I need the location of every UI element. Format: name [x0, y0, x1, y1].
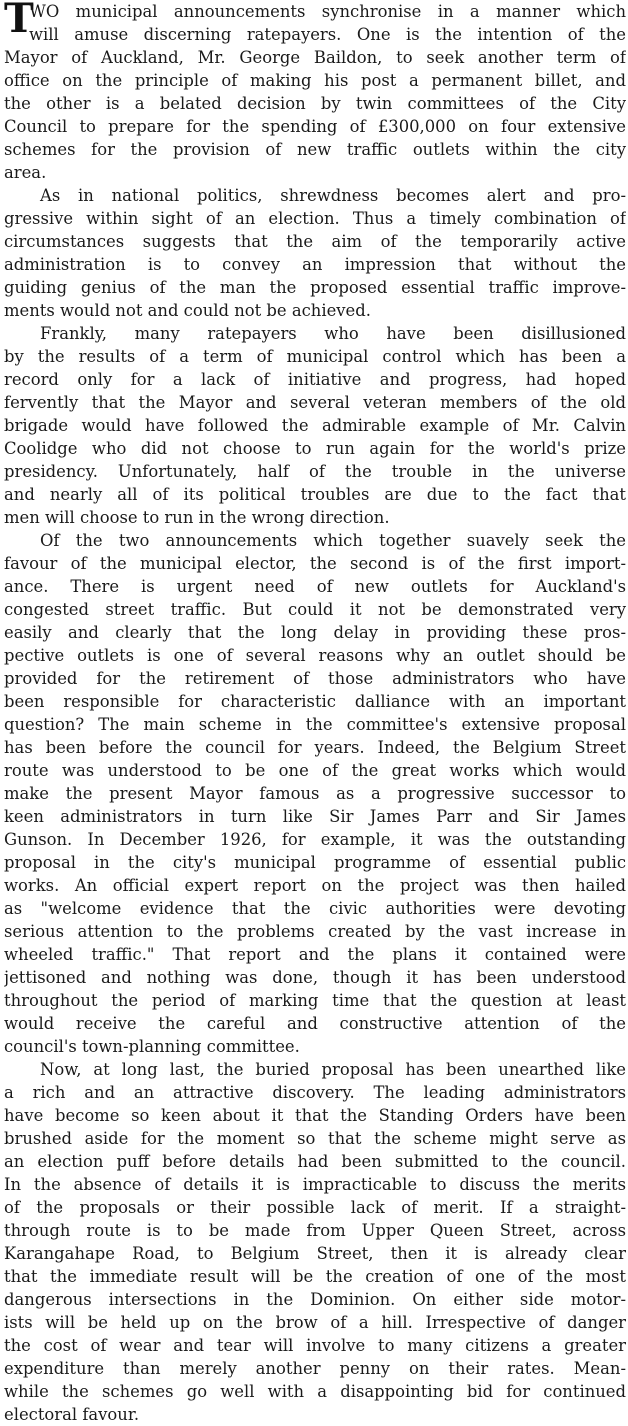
text-line: electoral favour. [4, 1405, 140, 1424]
text-line: pective outlets is one of several reasons why an outlet should be [4, 646, 626, 665]
text-line: Gunson. In December 1926, for example, it was the outstanding [4, 830, 626, 849]
article-body [4, 0, 626, 1426]
text-line: dangerous intersections in the Dominion. On either side motor- [4, 1290, 626, 1309]
text-line: Frankly, many ratepayers who have been disillusioned [40, 324, 626, 343]
paragraph-1 [4, 0, 626, 184]
text-line: question? The main scheme in the committee's extensive proposal [4, 715, 626, 734]
text-line: will amuse discerning ratepayers. One is the intention of the [29, 25, 626, 44]
paragraph-5 [4, 1058, 626, 1426]
text-line: circumstances suggests that the aim of the temporarily active [4, 232, 626, 251]
paragraph-4 [4, 529, 626, 1058]
text-line: by the results of a term of municipal control which has been a [4, 347, 626, 366]
text-line: a rich and an attractive discovery. The leading administrators [4, 1083, 626, 1102]
text-line: congested street traffic. But could it not be demonstrated very [4, 600, 626, 619]
text-line: schemes for the provision of new traffic outlets within the city [4, 140, 626, 159]
text-line: WO municipal announcements synchronise in a manner which [29, 2, 626, 21]
text-line: ists will be held up on the brow of a hill. Irrespective of danger [4, 1313, 626, 1332]
text-line: expenditure than merely another penny on their rates. Mean- [4, 1359, 626, 1378]
text-line: ments would not and could not be achieved. [4, 301, 371, 320]
text-line: while the schemes go well with a disappointing bid for continued [4, 1382, 626, 1401]
text-line: presidency. Unfortunately, half of the trouble in the universe [4, 462, 626, 481]
text-line: an election puff before details had been submitted to the council. [4, 1152, 626, 1171]
text-line: brigade would have followed the admirable example of Mr. Calvin [4, 416, 626, 435]
text-line: has been before the council for years. Indeed, the Belgium Street [4, 738, 626, 757]
text-line: council's town-planning committee. [4, 1037, 300, 1056]
text-line: office on the principle of making his post a permanent billet, and [4, 71, 626, 90]
text-line: In the absence of details it is impracticable to discuss the merits [4, 1175, 626, 1194]
text-line: been responsible for characteristic dalliance with an important [4, 692, 626, 711]
text-line: the other is a belated decision by twin committees of the City [4, 94, 626, 113]
text-line: proposal in the city's municipal programme of essential public [4, 853, 626, 872]
text-line: through route is to be made from Upper Queen Street, across [4, 1221, 626, 1240]
text-line: guiding genius of the man the proposed essential traffic improve- [4, 278, 626, 297]
text-line: works. An official expert report on the project was then hailed [4, 876, 626, 895]
text-line: as "welcome evidence that the civic authorities were devoting [4, 899, 626, 918]
text-line: gressive within sight of an election. Thus a timely combination of [4, 209, 626, 228]
drop-cap: T [4, 0, 34, 42]
text-line: record only for a lack of initiative and progress, had hoped [4, 370, 626, 389]
text-line: and nearly all of its political troubles are due to the fact that [4, 485, 626, 504]
text-line: As in national politics, shrewdness becomes alert and pro- [40, 186, 626, 205]
text-line: would receive the careful and constructive attention of the [4, 1014, 626, 1033]
text-line: Now, at long last, the buried proposal has been unearthed like [40, 1060, 626, 1079]
text-line: of the proposals or their possible lack of merit. If a straight- [4, 1198, 626, 1217]
text-line: men will choose to run in the wrong direction. [4, 508, 390, 527]
text-line: brushed aside for the moment so that the scheme might serve as [4, 1129, 626, 1148]
text-line: Of the two announcements which together suavely seek the [40, 531, 626, 550]
text-line: wheeled traffic." That report and the plans it contained were [4, 945, 626, 964]
text-line: jettisoned and nothing was done, though it has been understood [4, 968, 626, 987]
text-line: route was understood to be one of the great works which would [4, 761, 626, 780]
text-line: Mayor of Auckland, Mr. George Baildon, to seek another term of [4, 48, 626, 67]
text-line: that the immediate result will be the creation of one of the most [4, 1267, 626, 1286]
paragraph-2 [4, 184, 626, 322]
text-line: Karangahape Road, to Belgium Street, then it is already clear [4, 1244, 626, 1263]
text-line: easily and clearly that the long delay in providing these pros- [4, 623, 626, 642]
text-line: fervently that the Mayor and several veteran members of the old [4, 393, 626, 412]
text-line: keen administrators in turn like Sir James Parr and Sir James [4, 807, 626, 826]
text-line: favour of the municipal elector, the second is of the first import- [4, 554, 626, 573]
text-line: ance. There is urgent need of new outlets for Auckland's [4, 577, 626, 596]
text-line: make the present Mayor famous as a progressive successor to [4, 784, 626, 803]
text-line: provided for the retirement of those administrators who have [4, 669, 626, 688]
text-line: administration is to convey an impression that without the [4, 255, 626, 274]
text-line: have become so keen about it that the Standing Orders have been [4, 1106, 626, 1125]
text-line: the cost of wear and tear will involve to many citizens a greater [4, 1336, 626, 1355]
text-line: serious attention to the problems created by the vast increase in [4, 922, 626, 941]
text-line: area. [4, 163, 47, 182]
text-line: Coolidge who did not choose to run again for the world's prize [4, 439, 626, 458]
paragraph-3 [4, 322, 626, 529]
text-line: Council to prepare for the spending of £300,000 on four extensive [4, 117, 626, 136]
text-line: throughout the period of marking time that the question at least [4, 991, 626, 1010]
